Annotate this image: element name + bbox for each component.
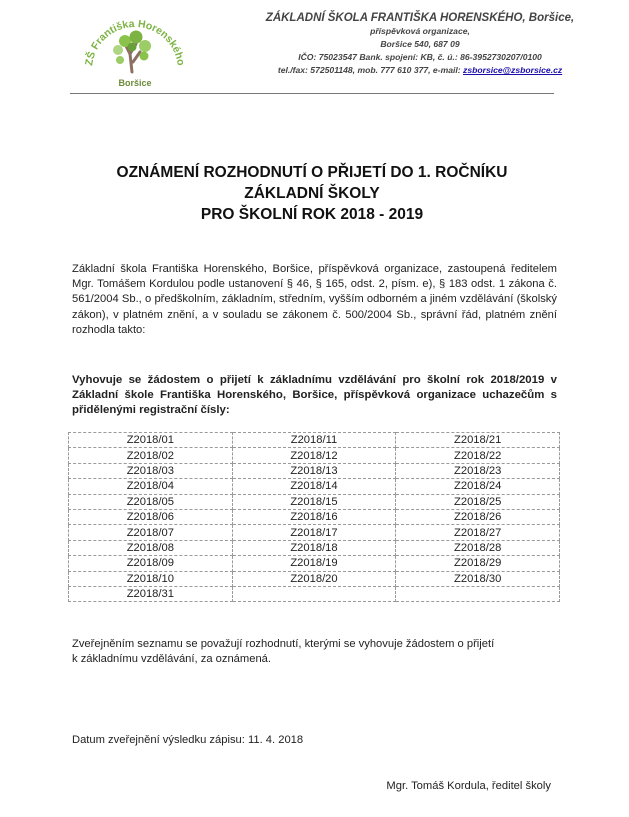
registration-number-cell: Z2018/01: [69, 433, 233, 448]
title-line-3: PRO ŠKOLNÍ ROK 2018 - 2019: [200, 206, 424, 223]
svg-text:Boršice: Boršice: [118, 78, 152, 88]
tree-icon: [113, 31, 151, 73]
registration-number-cell: [396, 586, 560, 601]
document-title: [70, 162, 554, 225]
email-link[interactable]: zsborsice@zsborsice.cz: [463, 65, 563, 75]
school-name: ZÁKLADNÍ ŠKOLA FRANTIŠKA HORENSKÉHO, Boršice,: [265, 12, 575, 24]
registration-number-cell: Z2018/27: [396, 525, 560, 540]
school-ids: IČO: 75023547 Bank. spojení: KB, č. ú.: 86-3952730207/0100: [298, 52, 542, 62]
table-row: [69, 494, 560, 509]
registration-number-cell: Z2018/12: [232, 448, 396, 463]
registration-number-cell: Z2018/11: [232, 433, 396, 448]
registration-number-cell: Z2018/07: [69, 525, 233, 540]
registration-number-cell: Z2018/16: [232, 509, 396, 524]
registration-table: [68, 432, 560, 602]
publication-date: Datum zveřejnění výsledku zápisu: 11. 4. 2018: [72, 734, 304, 746]
registration-number-cell: Z2018/21: [396, 433, 560, 448]
table-row: [69, 571, 560, 586]
table-row: [69, 433, 560, 448]
school-contact: [230, 64, 610, 77]
svg-text:ZŠ Františka Horenského: ZŠ Františka Horenského: [83, 17, 187, 67]
signature: Mgr. Tomáš Kordula, ředitel školy: [386, 780, 551, 792]
table-row: [69, 556, 560, 571]
registration-number-cell: Z2018/03: [69, 463, 233, 478]
registration-number-cell: Z2018/19: [232, 556, 396, 571]
school-header: [230, 12, 610, 77]
header-divider: [70, 93, 554, 94]
registration-number-cell: Z2018/08: [69, 540, 233, 555]
publication-note-line-2: k základnímu vzdělávání, za oznámená.: [72, 653, 271, 666]
table-row: [69, 509, 560, 524]
registration-number-cell: Z2018/17: [232, 525, 396, 540]
registration-number-cell: [232, 586, 396, 601]
registration-number-cell: Z2018/22: [396, 448, 560, 463]
decision-paragraph: Vyhovuje se žádostem o přijetí k základnímu vzdělávání pro školní rok 2018/2019 v Základní škole Františka Horenského, Boršice, příspěvková organizace uchazečům s přidělenými registrační čísly:: [72, 374, 557, 416]
contact-prefix: tel./fax: 572501148, mob. 777 610 377, e-mail:: [277, 65, 464, 75]
registration-number-cell: Z2018/14: [232, 479, 396, 494]
table-row: [69, 540, 560, 555]
intro-paragraph: Základní škola Františka Horenského, Boršice, příspěvková organizace, zastoupená ředitelem Mgr. Tomášem Kordulou podle ustanovení § 46, § 165, odst. 2, písm. e), § 183 odst. 1 zákona č. 561/2004 Sb., o předškolním, základním, středním, vyšším odborném a jiném vzdělávání (školský zákon), v platném znění, a v souladu se zákonem č. 500/2004 Sb., správní řád, platném znění rozhodla takto:: [72, 263, 557, 336]
table-row: [69, 586, 560, 601]
org-type: příspěvková organizace,: [370, 26, 470, 36]
table-row: [69, 463, 560, 478]
table-row: [69, 479, 560, 494]
registration-number-cell: Z2018/04: [69, 479, 233, 494]
registration-number-cell: Z2018/02: [69, 448, 233, 463]
registration-number-cell: Z2018/24: [396, 479, 560, 494]
title-line-2: ZÁKLADNÍ ŠKOLY: [244, 185, 380, 202]
registration-number-cell: Z2018/10: [69, 571, 233, 586]
publication-note-line-1: Zveřejněním seznamu se považují rozhodnutí, kterými se vyhovuje žádostem o přijetí: [72, 638, 495, 650]
publication-note: [72, 637, 557, 667]
school-address: Boršice 540, 687 09: [380, 39, 460, 49]
registration-number-cell: Z2018/23: [396, 463, 560, 478]
registration-number-cell: Z2018/15: [232, 494, 396, 509]
registration-number-cell: Z2018/20: [232, 571, 396, 586]
registration-number-cell: Z2018/18: [232, 540, 396, 555]
registration-number-cell: Z2018/13: [232, 463, 396, 478]
registration-number-cell: Z2018/06: [69, 509, 233, 524]
registration-number-cell: Z2018/31: [69, 586, 233, 601]
registration-number-cell: Z2018/25: [396, 494, 560, 509]
registration-number-cell: Z2018/30: [396, 571, 560, 586]
registration-number-cell: Z2018/26: [396, 509, 560, 524]
school-logo: [70, 10, 200, 92]
registration-number-cell: Z2018/28: [396, 540, 560, 555]
registration-number-cell: Z2018/29: [396, 556, 560, 571]
title-line-1: OZNÁMENÍ ROZHODNUTÍ O PŘIJETÍ DO 1. ROČNÍKU: [116, 164, 508, 181]
registration-number-cell: Z2018/09: [69, 556, 233, 571]
table-row: [69, 448, 560, 463]
registration-number-cell: Z2018/05: [69, 494, 233, 509]
table-row: [69, 525, 560, 540]
